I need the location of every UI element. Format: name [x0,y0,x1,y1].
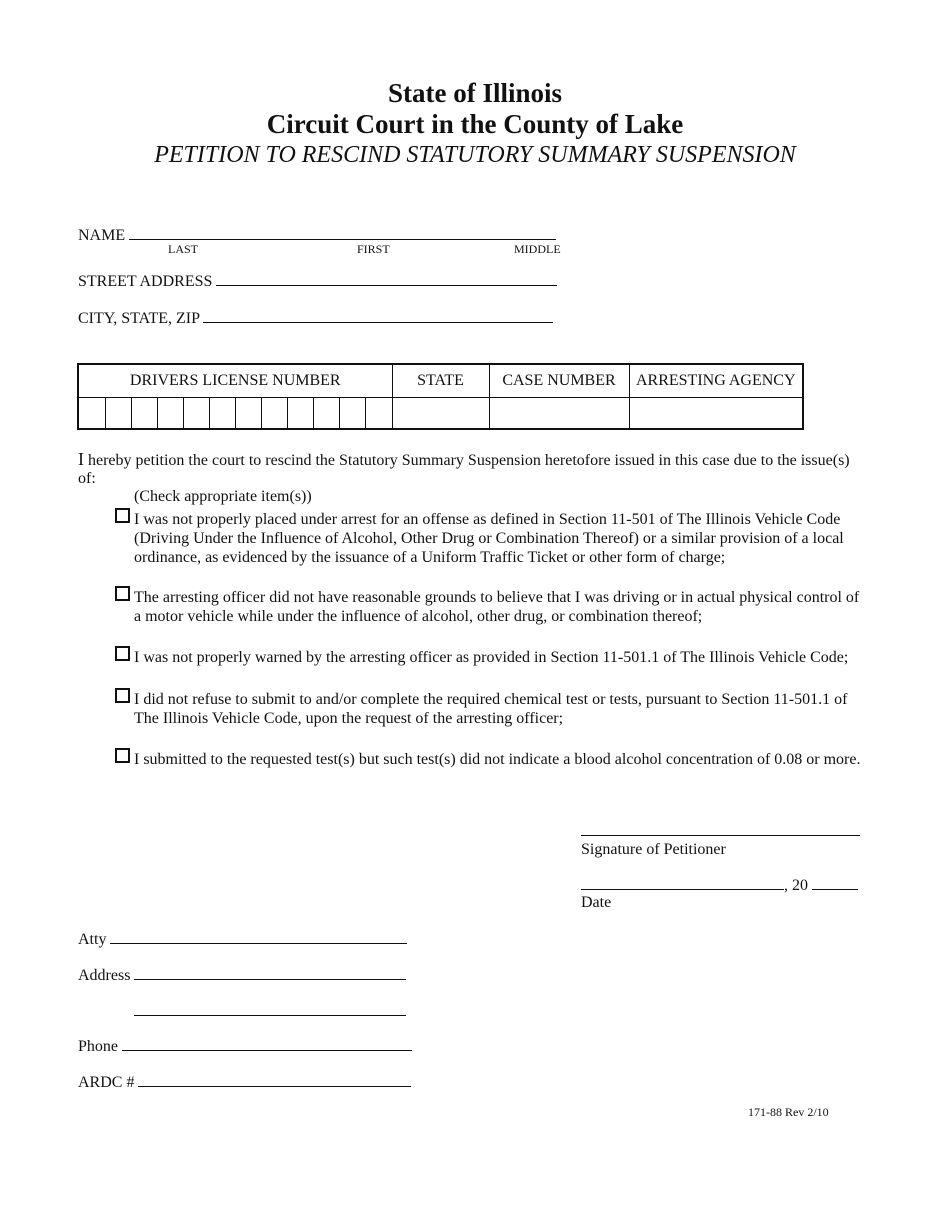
address-line-2-field[interactable] [134,1000,406,1022]
name-sub-middle: MIDDLE [514,242,561,256]
col-case-header: CASE NUMBER [489,364,629,397]
license-digit-box[interactable] [131,397,157,429]
address-input-line-2[interactable] [134,1000,406,1016]
phone-label: Phone [78,1038,118,1055]
name-label: NAME [78,227,126,244]
issue-checkbox[interactable] [115,586,130,601]
state-input-cell[interactable] [392,397,489,429]
license-digit-box[interactable] [183,397,209,429]
atty-field[interactable] [78,928,407,950]
issue-checkbox[interactable] [115,748,130,763]
name-sub-first: FIRST [357,242,390,256]
phone-input-line[interactable] [122,1035,412,1051]
state-title: State of Illinois [387,78,562,108]
street-address-field[interactable] [78,270,557,292]
arresting-agency-input-cell[interactable] [629,397,803,429]
issue-checkbox[interactable] [115,646,130,661]
issue-checkbox[interactable] [115,508,130,523]
name-input-line[interactable] [129,224,556,240]
issue-item-bac [115,750,865,769]
issue-text: I submitted to the requested test(s) but such test(s) did not indicate a blood alcohol concentration of 0.08 or more. [134,751,861,768]
check-note: (Check appropriate item(s)) [134,488,312,505]
petition-title: PETITION TO RESCIND STATUTORY SUMMARY SUSPENSION [154,142,796,168]
address-input-line[interactable] [134,964,406,980]
city-state-zip-field[interactable] [78,307,553,329]
date-year-prefix: , 20 [784,877,808,894]
issue-item-arrest [115,510,865,567]
issue-item-grounds [115,588,865,626]
col-agency-header: ARRESTING AGENCY [629,364,803,397]
issue-text: The arresting officer did not have reasonable grounds to believe that I was driving or in actual physical control of a motor vehicle while under the influence of alcohol, other drug, or combination thereof; [134,589,860,625]
ardc-label: ARDC # [78,1074,135,1091]
license-digit-box[interactable] [365,397,392,429]
col-license-header: DRIVERS LICENSE NUMBER [78,364,392,397]
case-number-input-cell[interactable] [489,397,629,429]
license-digit-box[interactable] [287,397,313,429]
intro-text: hereby petition the court to rescind the Statutory Summary Suspension heretofore issued in this case due to the issue(s) of: [78,452,850,487]
address-label: Address [78,967,131,984]
name-sub-last: LAST [168,242,198,256]
col-state-header: STATE [392,364,489,397]
street-address-input-line[interactable] [216,270,557,286]
license-digit-box[interactable] [261,397,287,429]
license-digit-box[interactable] [209,397,235,429]
signature-label: Signature of Petitioner [581,841,726,858]
issue-item-warning [115,648,865,667]
issue-checkbox[interactable] [115,688,130,703]
city-state-zip-input-line[interactable] [203,307,553,323]
issue-text: I was not properly placed under arrest for an offense as defined in Section 11-501 of The Illinois Vehicle Code (Driving Under the Influence of Alcohol, Other Drug or Combination Thereof) or a similar provision of a local ordinance, as evidenced by the issuance of a Uniform Traffic Ticket or other form of charge; [134,511,844,566]
license-digit-box[interactable] [235,397,261,429]
name-field[interactable] [78,224,556,246]
license-digit-box[interactable] [78,397,105,429]
date-label: Date [581,894,612,911]
city-state-zip-label: CITY, STATE, ZIP [78,310,200,327]
license-digit-box[interactable] [313,397,339,429]
license-table [77,363,804,430]
signature-line[interactable] [581,820,860,836]
atty-input-line[interactable] [110,928,407,944]
court-title: Circuit Court in the County of Lake [266,109,684,139]
form-header [0,78,950,170]
date-year-line[interactable] [812,874,858,890]
issue-item-refusal [115,690,865,728]
signature-field[interactable] [581,820,860,842]
atty-label: Atty [78,931,107,948]
intro-lead-letter: I [78,449,84,469]
date-line[interactable] [581,874,784,890]
ardc-field[interactable] [78,1071,411,1093]
issue-text: I did not refuse to submit to and/or complete the required chemical test or tests, pursuant to Section 11-501.1 of The Illinois Vehicle Code, upon the request of the arresting officer; [134,691,848,727]
street-address-label: STREET ADDRESS [78,273,213,290]
phone-field[interactable] [78,1035,412,1057]
license-digit-box[interactable] [339,397,365,429]
form-code: 171-88 Rev 2/10 [748,1105,829,1119]
ardc-input-line[interactable] [138,1071,411,1087]
address-field[interactable] [78,964,406,986]
license-digit-box[interactable] [157,397,183,429]
date-field[interactable] [581,874,858,896]
petition-intro [78,450,868,506]
issue-text: I was not properly warned by the arresting officer as provided in Section 11-501.1 of The Illinois Vehicle Code; [134,649,849,666]
license-digit-box[interactable] [105,397,131,429]
